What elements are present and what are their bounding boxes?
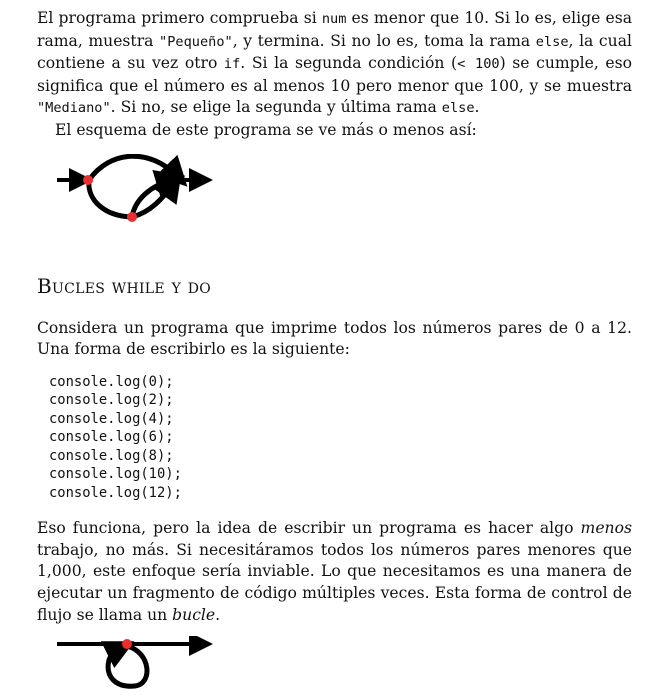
code-line: console.log(2); — [49, 392, 174, 409]
text: trabajo, no más. Si necesitáramos todos los números pares menores que 1,000, este enfoque sería inviable. Lo que necesitamos es una manera de ejecutar un fragmento de código múltiples veces. Esta forma de control de flujo se llama un — [37, 540, 632, 624]
page-content — [37, 8, 632, 698]
if-else-flow-diagram — [55, 154, 255, 236]
code-line: console.log(8); — [49, 447, 174, 464]
paragraph-scheme-intro: El esquema de este programa se ve más o menos así: — [55, 120, 477, 139]
decision-node-1 — [83, 175, 93, 185]
paragraph-if-explanation — [37, 8, 632, 120]
text: ) se cumple, eso significa que el número es al menos 10 pero menor que 100, y se muestra — [37, 54, 632, 95]
emphasis: menos — [580, 519, 632, 538]
inline-code: if — [223, 56, 241, 73]
code-line: console.log(0); — [49, 373, 174, 390]
inline-code: < 100 — [457, 56, 500, 73]
inline-code: num — [321, 11, 347, 27]
inline-code: else — [535, 33, 569, 50]
text: es menor que 10. Si lo es, elige esa rama, muestra — [37, 9, 632, 50]
text: . Si no, se elige la segunda y última rama — [110, 98, 442, 117]
inline-code: else — [441, 100, 475, 117]
branch-top-arrow — [89, 156, 177, 180]
text: , y termina. Si no lo es, toma la rama — [232, 31, 536, 50]
decision-node-2 — [127, 212, 137, 222]
code-line: console.log(6); — [49, 429, 174, 446]
code-line: console.log(10); — [49, 466, 182, 483]
text: El programa primero comprueba si — [37, 9, 322, 27]
paragraph-loop-intro — [37, 518, 632, 626]
code-block — [37, 373, 632, 503]
inline-code: "Mediano" — [37, 100, 111, 117]
code-line: console.log(12); — [49, 484, 182, 501]
text: . — [474, 98, 480, 117]
emphasis: bucle — [172, 605, 216, 624]
text: Eso funciona, pero la idea de escribir un programa es hacer algo — [37, 519, 581, 538]
section-heading: Bucles while y do — [37, 273, 212, 298]
branch-down-path — [89, 180, 132, 217]
loop-flow-diagram — [55, 636, 255, 698]
text: . Si la segunda condición ( — [240, 54, 458, 73]
loop-node — [122, 639, 132, 649]
paragraph-even-numbers: Considera un programa que imprime todos los números pares de 0 a 12. Una forma de escribirlo es la siguiente: — [37, 318, 632, 359]
inline-code: "Pequeño" — [159, 33, 233, 50]
text: . — [215, 605, 221, 624]
text: , la cual contiene a su vez otro — [37, 31, 632, 73]
loop-back-arrow — [108, 646, 147, 686]
branch-inner-top-arrow — [132, 180, 171, 217]
code-line: console.log(4); — [49, 410, 174, 427]
